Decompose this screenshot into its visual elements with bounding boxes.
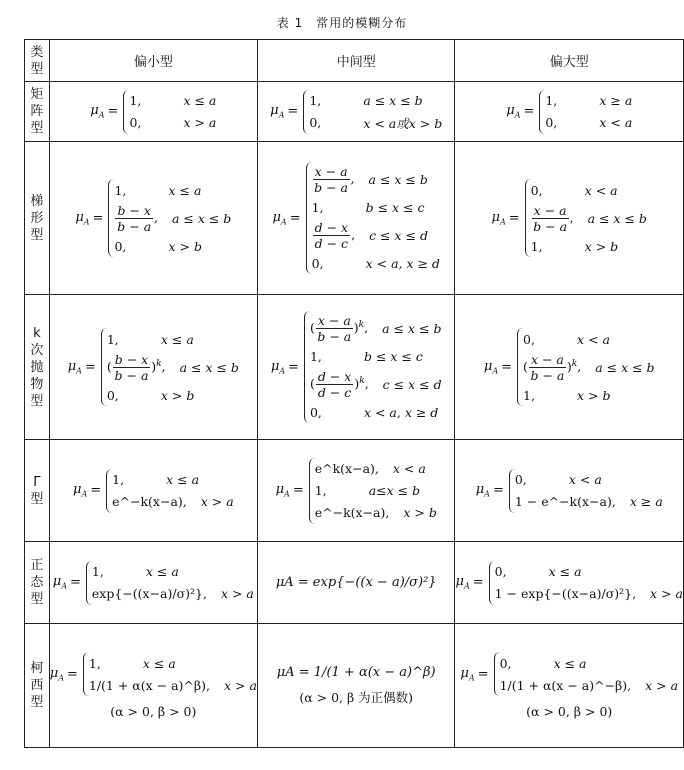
cell-para-large xyxy=(455,295,684,440)
header-large: 偏大型 xyxy=(455,40,684,82)
piecewise-function: $\mu_A$ = ( $\frac{x - a}{b - a}$ )$^k$, a ≤ x ≤ b 1, b ≤ x ≤ c ( $\frac{d - x}{d - c}$ )$^k$, c ≤ x ≤ d 0, x < a, x ≥ d xyxy=(271,311,442,423)
case-list xyxy=(306,162,440,274)
cauchy-mid-formula: μA = 1/(1 + α(x − a)^β) xyxy=(276,665,436,680)
header-row xyxy=(25,40,684,82)
case-line: 0, x < a或x > b xyxy=(309,115,443,131)
mu-symbol: $\mu_A$ xyxy=(275,482,290,499)
mu-symbol: $\mu_A$ xyxy=(49,665,64,683)
cauchy-small-note: (α > 0, β > 0) xyxy=(110,704,197,719)
mu-symbol: $\mu_A$ xyxy=(455,574,470,591)
fuzzy-distribution-table xyxy=(24,39,684,748)
case-list xyxy=(108,179,231,257)
case-line: $\frac{x - a}{b - a}$ , a ≤ x ≤ b xyxy=(314,163,428,195)
cauchy-large-note: (α > 0, β > 0) xyxy=(526,704,613,719)
cell-gamma-large xyxy=(455,440,684,542)
mu-symbol: $\mu_A$ xyxy=(491,209,506,227)
case-list xyxy=(303,90,442,134)
mu-symbol: $\mu_A$ xyxy=(460,665,475,683)
case-line: 0, x < a xyxy=(545,115,633,130)
cell-cauchy-large xyxy=(455,624,684,748)
cell-cauchy-mid xyxy=(257,624,455,748)
cell-rect-large xyxy=(455,82,684,142)
mu-symbol: $\mu_A$ xyxy=(72,482,88,499)
case-line: $\frac{x - a}{b - a}$ , a ≤ x ≤ b xyxy=(533,202,647,234)
case-list xyxy=(309,458,437,524)
case-line: e^−k(x−a), x > b xyxy=(314,505,437,520)
case-list xyxy=(494,652,679,696)
type-parabolic: k 次 抛 物 型 xyxy=(25,295,50,440)
case-list xyxy=(304,311,442,423)
row-gamma xyxy=(25,440,684,542)
piecewise-function: $\mu_A$ = 0, x < a $\frac{x - a}{b - a}$ , a ≤ x ≤ b 1, x > b xyxy=(492,179,647,257)
case-line: 0, x < a xyxy=(530,182,618,198)
cell-para-mid xyxy=(257,295,455,440)
piecewise-function: $\mu_A$ = 1, x ≤ a ( $\frac{b - x}{b - a}$ )$^k$, a ≤ x ≤ b 0, x > b xyxy=(68,328,239,406)
case-line: 0, x ≤ a xyxy=(494,564,582,579)
cauchy-large-formula xyxy=(455,652,683,696)
piecewise-function: $\mu_A$ = 0, x ≤ a 1 − exp{−((x−a)/σ)²}, x > a xyxy=(455,561,683,605)
case-line: 1, x > b xyxy=(530,238,619,254)
case-list xyxy=(517,328,655,406)
case-list xyxy=(509,469,663,513)
case-list xyxy=(86,561,254,605)
normal-mid-formula: μA = exp{−((x − a)/σ)²} xyxy=(275,575,437,590)
mu-symbol: $\mu_A$ xyxy=(270,103,285,120)
mu-symbol: $\mu_A$ xyxy=(90,103,105,120)
case-line: exp{−((x−a)/σ)²}, x > a xyxy=(91,586,254,601)
mu-symbol: $\mu_A$ xyxy=(270,358,286,376)
piecewise-function: $\mu_A$ = 0, x ≤ a 1/(1 + α(x − a)^−β), x > a xyxy=(460,652,678,696)
case-line: 1, a ≤ x ≤ b xyxy=(309,93,423,108)
case-line: 1, x ≤ a xyxy=(112,472,200,487)
case-line: 1, x ≤ a xyxy=(88,655,176,671)
piecewise-function: $\mu_A$ = 1, a ≤ x ≤ b 0, x < a或x > b xyxy=(270,90,442,134)
cell-trap-mid xyxy=(257,142,455,295)
cell-gamma-mid xyxy=(257,440,455,542)
case-line: e^k(x−a), x < a xyxy=(314,461,426,476)
type-rectangle: 矩 阵 型 xyxy=(25,82,50,142)
row-cauchy xyxy=(25,624,684,748)
case-line: 0, x < a, x ≥ d xyxy=(311,255,440,271)
cauchy-mid-note: (α > 0, β 为正偶数) xyxy=(299,690,414,705)
cell-gamma-small xyxy=(49,440,257,542)
case-line: 1, x ≤ a xyxy=(91,564,179,579)
case-list xyxy=(539,90,632,134)
case-line: 0, x > b xyxy=(114,238,202,254)
mu-symbol: $\mu_A$ xyxy=(75,209,90,227)
case-line: $\frac{d - x}{d - c}$ , c ≤ x ≤ d xyxy=(314,219,428,251)
piecewise-function: $\mu_A$ = 1, x ≤ a exp{−((x−a)/σ)²}, x > a xyxy=(53,561,254,605)
type-cauchy: 柯 西 型 xyxy=(25,624,50,748)
cauchy-small-formula xyxy=(50,652,257,696)
case-line: ( $\frac{d - x}{d - c}$ )$^k$, c ≤ x ≤ d xyxy=(309,368,442,400)
case-line: 0, x > b xyxy=(106,387,195,403)
case-line: 1/(1 + α(x − a)^β), x > a xyxy=(88,677,257,693)
piecewise-function: $\mu_A$ = 0, x < a 1 − e^−k(x−a), x ≥ a xyxy=(476,469,663,513)
case-list xyxy=(525,179,647,257)
case-line: 0, x < a xyxy=(514,472,602,487)
piecewise-function: $\mu_A$ = 1, x ≥ a 0, x < a xyxy=(506,90,632,134)
row-rectangle xyxy=(25,82,684,142)
case-line: ( $\frac{x - a}{b - a}$ )$^k$, a ≤ x ≤ b xyxy=(309,312,442,344)
case-line: 1, b ≤ x ≤ c xyxy=(309,348,423,364)
case-line: e^−k(x−a), x > a xyxy=(112,494,234,509)
case-list xyxy=(489,561,683,605)
case-line: ( $\frac{b - x}{b - a}$ )$^k$, a ≤ x ≤ b xyxy=(106,351,239,383)
cell-normal-mid xyxy=(257,542,455,624)
piecewise-function: $\mu_A$ = $\frac{x - a}{b - a}$ , a ≤ x ≤ b 1, b ≤ x ≤ c $\frac{d - x}{d - c}$ , c ≤ x ≤ d 0, x < a, x ≥ d xyxy=(272,162,439,274)
mu-symbol: $\mu_A$ xyxy=(52,574,67,591)
mu-symbol: $\mu_A$ xyxy=(67,358,82,376)
case-line: 0, x ≤ a xyxy=(499,655,587,671)
case-line: 1, x ≥ a xyxy=(545,93,633,108)
type-trapezoid: 梯 形 型 xyxy=(25,142,50,295)
mu-symbol: $\mu_A$ xyxy=(272,209,287,227)
cell-para-small xyxy=(49,295,257,440)
header-mid: 中间型 xyxy=(257,40,455,82)
row-normal xyxy=(25,542,684,624)
case-line: 1, x > b xyxy=(523,387,611,403)
case-line: 1, x ≤ a xyxy=(129,93,217,108)
mu-symbol: $\mu_A$ xyxy=(506,103,521,120)
case-line: 1 − exp{−((x−a)/σ)²}, x > a xyxy=(494,586,683,601)
table-caption: 表 1 常用的模糊分布 xyxy=(276,16,408,30)
case-list xyxy=(83,652,257,696)
case-line: 1 − e^−k(x−a), x ≥ a xyxy=(514,494,663,509)
case-list xyxy=(123,90,216,134)
row-trapezoid xyxy=(25,142,684,295)
case-line: 1, x ≤ a xyxy=(106,331,194,347)
case-line: 0, x < a, x ≥ d xyxy=(309,404,439,420)
case-line: 0, x > a xyxy=(129,115,217,130)
case-list xyxy=(101,328,239,406)
case-list xyxy=(106,469,234,513)
type-normal: 正 态 型 xyxy=(25,542,50,624)
piecewise-function: $\mu_A$ = 1, x ≤ a $\frac{b - x}{b - a}$ , a ≤ x ≤ b 0, x > b xyxy=(75,179,231,257)
case-line: 1, a≤x ≤ b xyxy=(314,483,421,498)
piecewise-function: $\mu_A$ = 1, x ≤ a 0, x > a xyxy=(90,90,216,134)
row-parabolic xyxy=(25,295,684,440)
cell-trap-small xyxy=(49,142,257,295)
type-gamma: Γ 型 xyxy=(25,440,50,542)
case-line: 1, b ≤ x ≤ c xyxy=(311,199,425,215)
header-small: 偏小型 xyxy=(49,40,257,82)
case-line: 1/(1 + α(x − a)^−β), x > a xyxy=(499,677,679,693)
case-line: $\frac{b - x}{b - a}$ , a ≤ x ≤ b xyxy=(117,202,232,234)
case-line: 0, x < a xyxy=(523,331,610,347)
cell-normal-small xyxy=(49,542,257,624)
mu-symbol: $\mu_A$ xyxy=(475,482,490,499)
cell-cauchy-small xyxy=(49,624,257,748)
mu-symbol: $\mu_A$ xyxy=(483,358,499,376)
cell-rect-small xyxy=(49,82,257,142)
piecewise-function: $\mu_A$ = 1, x ≤ a e^−k(x−a), x > a xyxy=(73,469,234,513)
cell-rect-mid xyxy=(257,82,455,142)
case-line: ( $\frac{x - a}{b - a}$ )$^k$, a ≤ x ≤ b xyxy=(523,351,655,383)
piecewise-function: $\mu_A$ = 0, x < a ( $\frac{x - a}{b - a}$ )$^k$, a ≤ x ≤ b 1, x > b xyxy=(484,328,655,406)
case-line: 1, x ≤ a xyxy=(114,182,202,198)
piecewise-function: $\mu_A$ = 1, x ≤ a 1/(1 + α(x − a)^β), x > a xyxy=(50,652,257,696)
piecewise-function: $\mu_A$ = e^k(x−a), x < a 1, a≤x ≤ b e^−k(x−a), x > b xyxy=(276,458,437,524)
cell-trap-large xyxy=(455,142,684,295)
header-type: 类 型 xyxy=(25,40,50,82)
cell-normal-large xyxy=(455,542,684,624)
